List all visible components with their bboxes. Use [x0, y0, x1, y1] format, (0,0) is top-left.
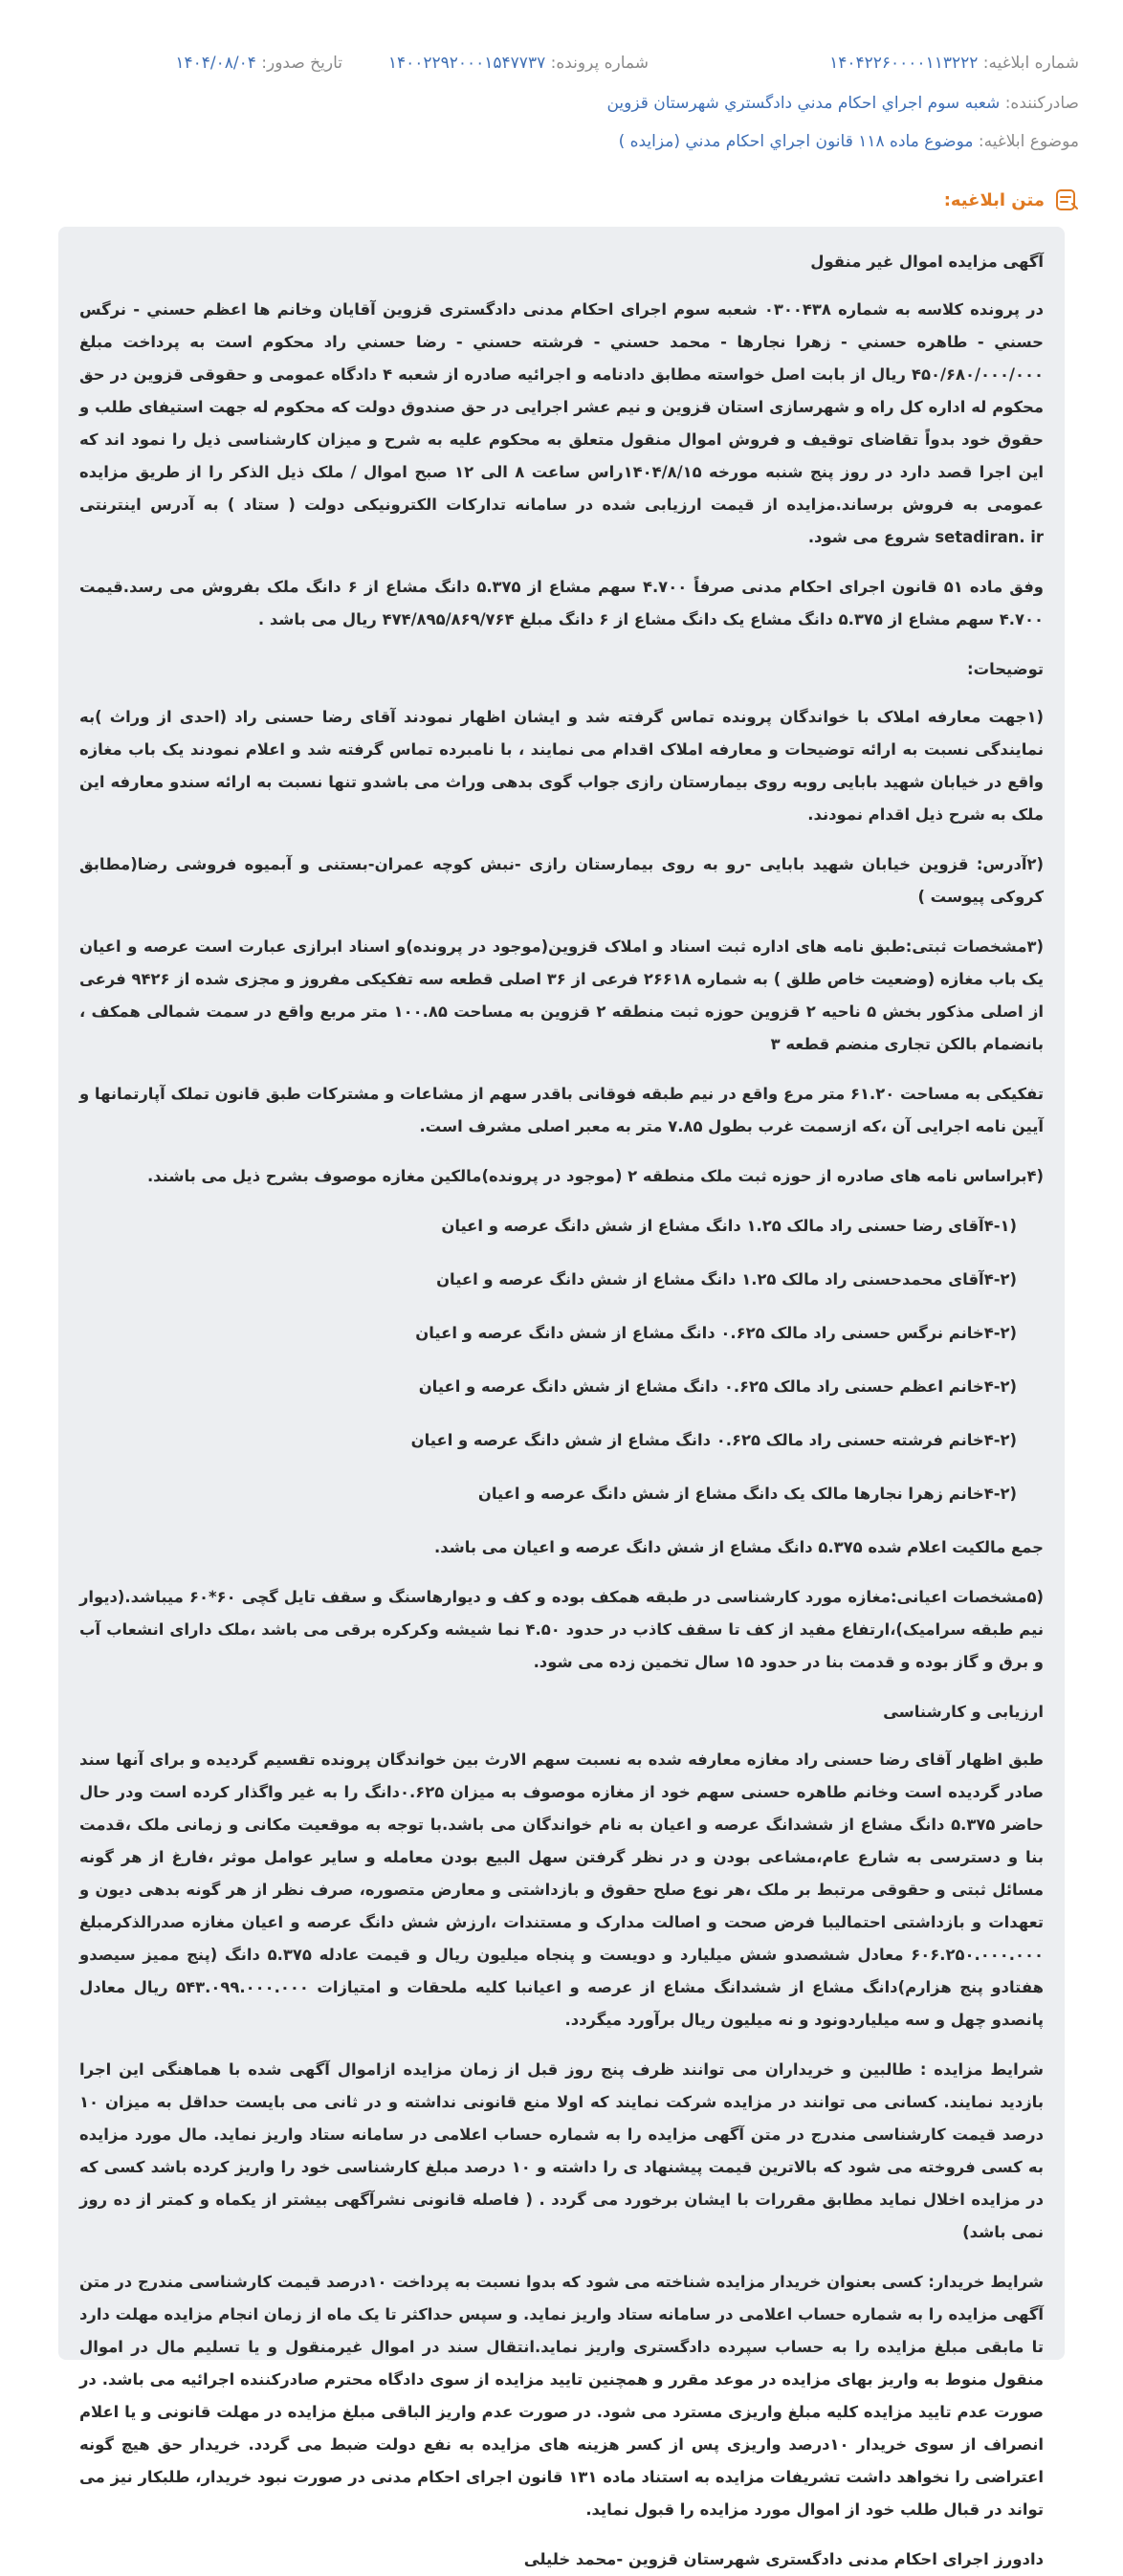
notice-number-value: ۱۴۰۴۲۲۶۰۰۰۰۱۱۳۲۲۲ [829, 54, 979, 73]
ownership-total: جمع مالکیت اعلام شده ۵.۳۷۵ دانگ مشاع از شش دانگ عرصه و اعیان می باشد. [433, 1538, 1044, 1556]
signature: دادورز اجرای احکام مدنی دادگستری شهرستان قزوین -محمد خلیلی [523, 2550, 1044, 2568]
owner-item: (۴-۲خانم اعظم حسنی راد مالک ۰.۶۲۵ دانگ مشاع از شش دانگ عرصه و اعیان [418, 1377, 1017, 1396]
auction-terms: شرایط مزایده : طالبین و خریداران می توانند ظرف پنج روز قبل از زمان مزایده ازاموال آگهی شده با هماهنگی این اجرا بازدید نمایند. کسانی می توانند در مزایده شرکت نمایند که اولا منع قانونی نداشته و در ثانی می بایست حداقل به میزان ۱۰ درصد قیمت کارشناسی مندرج در متن آگهی مزایده را به شماره حساب اعلامی در سامانه ستاد واریز نماید. مال مورد مزایده به کسی فروخته می شود که بالاترین قیمت پیشنهاد ی را داشته و ۱۰ درصد مبلغ کارشناسی خود را واریز کرده باشد کسی که در مزایده اخلال نماید مطابق مقررات با ایشان برخورد می گردد . ( فاصله قانونی نشرآگهی بیشتر از یکماه و کمتر از ده روز نمی باشد) [79, 2060, 1044, 2241]
note-4: (۴براساس نامه های صادره از حوزه ثبت ملک منطقه ۲ (موجود در پرونده)مالکین مغازه موصوف بشرح ذیل می باشند. [146, 1167, 1044, 1185]
case-number [388, 54, 649, 73]
owner-item: (۴-۲خانم فرشته حسنی راد مالک ۰.۶۲۵ دانگ مشاع از شش دانگ عرصه و اعیان [410, 1431, 1017, 1449]
issue-date-label: تاریخ صدور: [261, 54, 342, 73]
subject-value: موضوع ماده ۱۱۸ قانون اجراي احكام مدني (مزايده ) [618, 132, 974, 151]
owner-item: (۴-۲آقای محمدحسنی راد مالک ۱.۲۵ دانگ مشاع از شش دانگ عرصه و اعیان [436, 1270, 1017, 1288]
note-5: (۵مشخصات اعیانی:مغازه مورد کارشناسی در طبقه همکف بوده و کف و دیوارهاسنگ و سقف تایل گچی ۶۰*۶۰ میباشد.(دیوار نیم طبقه سرامیک)،ارتفاع مفید از کف تا سقف کاذب در حدود ۴.۵۰ نما شیشه وکرکره برقی می باشد ،ملک دارای انشعاب آب و برق و گاز بوده و قدمت بنا در حدود ۱۵ سال تخمین زده می شود. [79, 1588, 1044, 1671]
issuer-label: صادرکننده: [1004, 94, 1079, 113]
notice-body [58, 227, 1065, 2568]
document-text-icon [1054, 187, 1079, 212]
case-number-label: شماره پرونده: [550, 54, 649, 73]
owner-item: (۴-۱آقای رضا حسنی راد مالک ۱.۲۵ دانگ مشاع از شش دانگ عرصه و اعیان [441, 1217, 1017, 1235]
issuer-value: شعبه سوم اجراي احكام مدني دادگستري شهرستان قزوين [606, 94, 1001, 113]
appraisal-text: طبق اظهار آقای رضا حسنی راد مغازه معارفه شده به نسبت سهم الارث بین خواندگان پرونده تقسیم گردیده و برای آنها سند صادر گردیده است وخانم طاهره حسنی سهم خود از مغازه موصوف به میزان ۰.۶۲۵دانگ را به غیر واگذار کرده است ودر حال حاضر ۵.۳۷۵ دانگ مشاع از ششدانگ عرصه و اعیان به نام خواندگان می باشد.با توجه به موقعیت مکانی و زمانی ملک ،قدمت بنا و دسترسی به شارع عام،مشاعی بودن و در نظر گرفتن سهل البیع بودن معامله و سایر عوامل موثر ،فارغ از هر گونه مسائل ثبتی و حقوقی مرتبط بر ملک ،هر نوع صلح حقوق و بازداشتی و معارض متصوره، صرف نظر از هر گونه بدهی دیون و تعهدات و بازداشتی احتمالیبا فرض صحت و اصالت مدارک و مستندات ،ارزش شش دانگ عرصه و اعیان مغازه صدرالذکرمبلغ ۶۰۶.۲۵۰.۰۰۰.۰۰۰ معادل ششصدو شش میلیارد و دویست و پنجاه میلیون ریال و قیمت عادله ۵.۳۷۵ دانگ (پنج ممیز سیصدو هفتادو پنج هزارم)دانگ مشاع از ششدانگ مشاع از عرصه و اعیانبا کلیه ملحقات و امتیازات ۵۴۳.۰۹۹.۰۰۰.۰۰۰ ریال معادل پانصدو چهل و سه میلیاردونود و نه میلیون ریال برآورد میگردد. [79, 1750, 1044, 2029]
subject-line [44, 132, 1079, 151]
note-2: (۲آدرس: قزوین خیابان شهید بابایی -رو به روی بیمارستان رازی -نبش کوچه عمران-بستنی و آبمیوه فروشی رضا(مطابق کروکی پیوست ) [79, 855, 1044, 906]
note-3a: (۳مشخصات ثبتی:طبق نامه های اداره ثبت اسناد و املاک قزوین(موجود در پرونده)و اسناد ابرازی عبارت است عرصه و اعیان یک باب مغازه (وضعیت خاص طلق ) به شماره ۲۶۶۱۸ فرعی از ۳۶ اصلی قطعه سه تفکیکی مفروز و مجزی شده از ۹۴۲۶ فرعی از اصلی مذکور بخش ۵ ناحیه ۲ قزوین حوزه ثبت منطقه ۲ قزوین به مساحت ۱۰۰.۸۵ متر مربع واقع در سمت شمالی همکف ، بانضمام بالکن تجاری منضم قطعه ۳ [79, 937, 1045, 1053]
case-number-value: ۱۴۰۰۲۲۹۲۰۰۰۱۵۴۷۷۳۷ [387, 54, 546, 73]
issue-date [175, 54, 342, 73]
notice-text-title: متن ابلاغیه: [943, 189, 1045, 210]
owner-item: (۴-۲خانم نرگس حسنی راد مالک ۰.۶۲۵ دانگ مشاع از شش دانگ عرصه و اعیان [415, 1324, 1017, 1342]
issue-date-value: ۱۴۰۴/۰۸/۰۴ [175, 54, 256, 73]
subject-label: موضوع ابلاغیه: [978, 132, 1079, 151]
note-1: (۱جهت معارفه املاک با خواندگان پرونده تماس گرفته شد و ایشان اظهار نمودند آقای رضا حسنی راد (احدی از وراث )به نمایندگی نسبت به ارائه توضیحات و معارفه املاک اقدام می نمایند ، با نامبرده تماس گرفته شد و اعلام نمودند یک باب مغازه واقع در خیابان شهید بابایی روبه روی بیمارستان رازی جواب گوی بدهی وراث می باشدو تنها نسبت به ارائه سندو معارفه این ملک به شرح ذیل اقدام نمودند. [79, 708, 1044, 824]
notice-title: آگهی مزایده اموال غیر منقول [810, 253, 1044, 271]
paragraph-case-summary: در پرونده کلاسه به شماره ۰۳۰۰۴۳۸ شعبه سوم اجرای احکام مدنی دادگستری قزوین آقایان وخانم ها اعظم حسني - نرگس حسني - طاهره حسني - زهرا نجارها - محمد حسني - فرشته حسني - رضا حسني راد محکوم است به پرداخت مبلغ ۴۵۰/۶۸۰/۰۰۰/۰۰۰ ریال از بابت اصل خواسته مطابق دادنامه و اجرائیه صادره از شعبه ۴ دادگاه عمومی و حقوقی قزوین در حق محکوم له اداره کل راه و شهرسازی استان قزوین و نیم عشر اجرایی در حق صندوق دولت که محکوم له جهت استیفای طلب و حقوق خود بدواً تقاضای توقیف و فروش اموال منقول متعلق به محکوم علیه به شرح و میزان کارشناسی ذیل را نمود اند که این اجرا قصد دارد در روز پنج شنبه مورخه ۱۴۰۴/۸/۱۵راس ساعت ۸ الی ۱۲ صبح اموال / ملک ذیل الذکر را از طریق مزایده عمومی به فروش برساند.مزایده از قیمت ارزیابی شده در سامانه تدارکات الکترونیکی دولت ( ستاد ) به آدرس اینترنتی setadiran. ir شروع می شود. [79, 300, 1044, 546]
notice-number [829, 54, 1079, 73]
notice-text-heading [944, 187, 1079, 212]
appraisal-title: ارزیابی و کارشناسی [883, 1703, 1044, 1721]
owner-item: (۴-۲خانم زهرا نجارها مالک یک دانگ مشاع از شش دانگ عرصه و اعیان [477, 1485, 1017, 1503]
notice-meta-row [44, 54, 1079, 82]
paragraph-sale-share: وفق ماده ۵۱ قانون اجرای احکام مدنی صرفاً ۴.۷۰۰ سهم مشاع از ۵.۳۷۵ دانگ مشاع از ۶ دانگ ملک بفروش می رسد.قیمت ۴.۷۰۰ سهم مشاع از ۵.۳۷۵ دانگ مشاع یک دانگ مشاع از ۶ دانگ مبلغ ۴۷۴/۸۹۵/۸۶۹/۷۶۴ ریال می باشد . [79, 578, 1044, 628]
issuer-line [44, 94, 1079, 113]
notes-title: توضیحات: [967, 660, 1044, 678]
note-3b: تفکیکی به مساحت ۶۱.۲۰ متر مرع واقع در نیم طبقه فوقانی باقدر سهم از مشاعات و مشترکات طبق قانون تملک آپارتمانها و آیین نامه اجرایی آن ،که ازسمت غرب بطول ۷.۸۵ متر به معبر اصلی مشرف است. [79, 1085, 1044, 1135]
buyer-terms: شرایط خریدار: کسی بعنوان خریدار مزایده شناخته می شود که بدوا نسبت به پرداخت ۱۰درصد قیمت کارشناسی مندرج در متن آگهی مزایده را به شماره حساب اعلامی در سامانه ستاد واریز نماید. و سپس حداکثر تا یک ماه از زمان انجام مزایده مهلت دارد تا مابقی مبلغ مزایده را به حساب سپرده دادگستری واریز نماید.انتقال سند در اموال غیرمنقول و یا تسلیم مال در اموال منقول منوط به واریز بهای مزایده در موعد مقرر و همچنین تایید مزایده از سوی دادگاه محترم صادرکننده اجرائیه می باشد. در صورت عدم تایید مزایده کلیه مبلغ واریزی مسترد می شود. در صورت عدم واریز الباقی مبلغ مزایده در مهلت قانونی و یا اعلام انصراف از سوی خریدار ۱۰درصد واریزی پس از کسر هزینه های مزایده به نفع دولت ضبط می گردد. خریدار حق هیچ گونه اعتراضی را نخواهد داشت تشریفات مزایده به استناد ماده ۱۳۱ قانون اجرای احکام مدنی در صورت نبود خریدار، طلبکار نیز می تواند در قبال طلب خود از اموال مورد مزایده را قبول نماید. [79, 2273, 1044, 2519]
notice-number-label: شماره ابلاغیه: [982, 54, 1079, 73]
